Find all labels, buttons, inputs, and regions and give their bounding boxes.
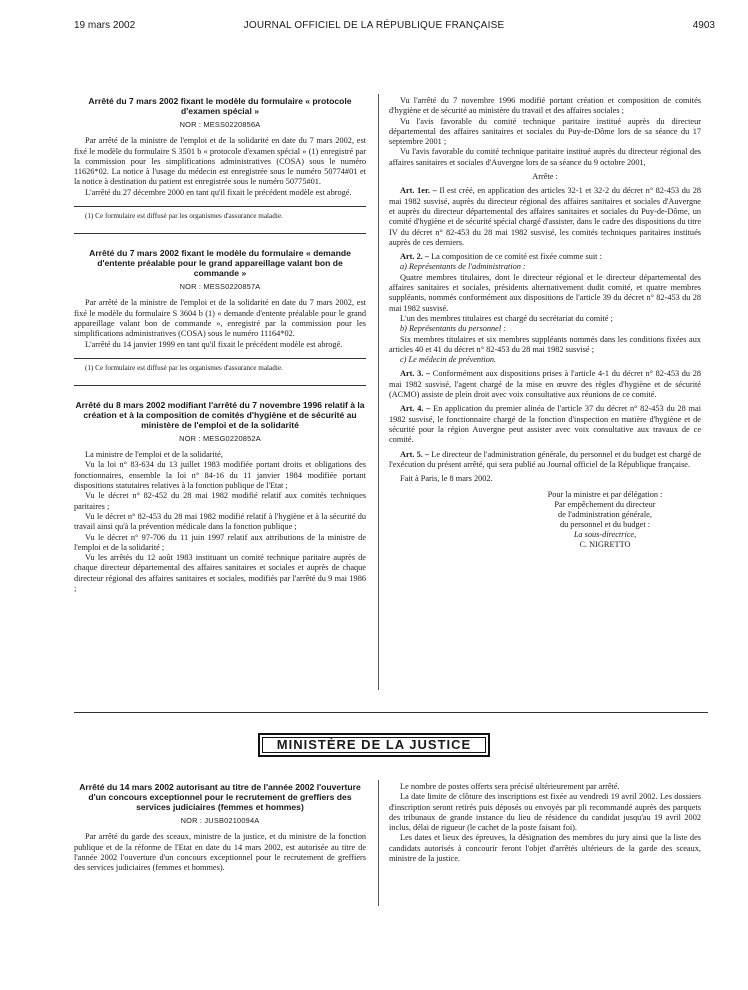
article-separator [74,233,366,234]
article3-art3 [389,369,701,400]
article1-footnote: (1) Ce formulaire est diffusé par les organismes d'assurance maladie. [74,206,366,221]
article3-title: Arrêté du 8 mars 2002 modifiant l'arrêté du 7 novembre 1996 relatif à la création et à la composition de comités d'hygiène et de sécurité au ministère de l'emploi et de la solidarité [75,399,365,430]
ministry-banner [258,733,490,757]
signature-block [509,490,701,550]
article4-paragraph: Le nombre de postes offerts sera précisé ultérieurement par arrêté. [400,782,620,791]
right-column-bottom [389,782,701,864]
column-divider-top [378,94,379,690]
signature-line: du personnel et du budget : [559,520,651,530]
art1-text: Il est créé, en application des articles 32-1 et 32-2 du décret n° 82-453 du 28 mai 1982 susvisé, auprès du directeur régional des affaires sanitaires et sociales d'Auvergne et auprès du directeur départemental des affaires sanitaires et sociales du Puy-de-Dôme, un comité d'hygiène et de sécurité spécial chargé d'assister, dans le cadre des dispositions du titre IV du décret n° 82-453 du 28 mai 1982 susvisé, les comités techniques paritaires institués auprès de ces derniers. [389,186,701,247]
signature-line: Pour la ministre et par délégation : [547,490,663,500]
left-column-top [74,96,366,594]
art2-a-text: Quatre membres titulaires, dont le directeur régional et le directeur départemental des affaires sanitaires et sociales, présidents alternativement dudit comité, et quatre membres suppléants, nommés conformément aux dispositions de l'article 39 du décret n° 82-453 du 28 mai 1982 susvisé. [389,272,701,313]
article2-paragraph: L'arrêté du 14 janvier 1999 en tant qu'il fixait le précédent modèle est abrogé. [85,339,343,349]
header-page-number: 4903 [692,20,715,31]
article1-paragraph: Par arrêté de la ministre de l'emploi et de la solidarité en date du 7 mars 2002, est fixé le modèle du formulaire S 3501 b « protocole d'examen spécial » (1) enregistré par la commission pour les simplifications administratives (COSA) sous le numéro 11626*02. La notice à l'usage du médecin est enregistrée sous le numéro 50774#01 et la notice à destination du patient est enregistrée sous le numéro 50775#01. [74,136,366,187]
article3-visa: Vu l'avis favorable du comité technique paritaire institué auprès du directeur régional des affaires sanitaires et sociales d'Auvergne lors de sa séance du 9 octobre 2001, [389,147,701,167]
column-divider-bottom [378,780,379,906]
signature-line: Par empêchement du directeur [554,500,656,510]
art3-label: Art. 3. – [400,369,431,379]
article3-done: Fait à Paris, le 8 mars 2002. [400,474,493,484]
article3-arrete: Arrête : [532,172,558,182]
left-column-bottom [74,782,366,873]
ministry-title: MINISTÈRE DE LA JUSTICE [276,737,472,752]
header-journal-title: JOURNAL OFFICIEL DE LA RÉPUBLIQUE FRANÇAISE [243,20,505,31]
signature-role: La sous-directrice, [573,530,637,540]
article4-paragraph: Par arrêté du garde des sceaux, ministre de la justice, et du ministre de la fonction publique et de la réforme de l'Etat en date du 14 mars 2002, est autorisée au titre de l'année 2002 l'ouverture d'un concours exceptionnel pour le recrutement de greffiers des services judiciaires (femmes et hommes). [74,832,366,873]
art4-label: Art. 4. – [400,404,431,414]
article4-nor: NOR : JUSB0210094A [180,816,260,825]
article-separator [74,385,366,386]
art2-a-label: a) Représentants de l'administration : [400,262,526,272]
article3-visa: Vu l'arrêté du 7 novembre 1996 modifié portant création et composition de comités d'hygiène et de sécurité au ministère du travail et des affaires sociales ; [389,96,701,116]
art4-text: En application du premier alinéa de l'article 37 du décret n° 82-453 du 28 mai 1982 susvisé, le fonctionnaire chargé de la fonction d'inspection en matière d'hygiène et de sécurité pour la région Auvergne peut assister avec voix consultative aux travaux de ce comité. [389,404,701,445]
art1-label: Art. 1er. – [400,186,437,196]
article3-art1 [389,186,701,248]
signature-name: C. NIGRETTO [579,540,631,550]
article3-art4 [389,404,701,445]
article2-nor: NOR : MESS0220857A [179,282,261,292]
article1-title: Arrêté du 7 mars 2002 fixant le modèle du formulaire « protocole d'examen spécial » [88,96,352,116]
article3-visa: Vu le décret n° 82-452 du 28 mai 1982 modifié relatif aux comités techniques paritaires ; [74,491,366,511]
article2-paragraph: Par arrêté de la ministre de l'emploi et de la solidarité en date du 7 mars 2002, est fixé le modèle du formulaire S 3604 b (1) « demande d'entente préalable pour le grand appareillage valant bon de commande », enregistré par la commission pour les simplifications administratives (COSA) sous le numéro 11164*02. [74,298,366,339]
art2-label: Art. 2. – [400,252,430,262]
article3-nor: NOR : MESG0220852A [179,433,261,443]
article3-visa: Vu les arrêtés du 12 août 1983 instituant un comité technique paritaire auprès de chaque directeur départemental des affaires sanitaires et sociales et auprès de chaque directeur régional des affaires sanitaires et sociales, modifiés par l'arrêté du 9 mai 1986 ; [74,553,366,594]
article3-art2 [389,252,701,262]
article3-visa: Vu l'avis favorable du comité technique paritaire institué auprès du directeur départemental des affaires sanitaires et sociales du Puy-de-Dôme lors de sa séance du 17 septembre 2001 ; [389,116,701,147]
article1-paragraph: L'arrêté du 27 décembre 2000 en tant qu'il fixait le précédent modèle est abrogé. [85,187,352,197]
running-header [0,20,748,34]
article2-title: Arrêté du 7 mars 2002 fixant le modèle du formulaire « demande d'entente préalable pour le grand appareillage valant bon de commande » [89,248,351,279]
article3-art5 [389,450,701,471]
article4-paragraph: La date limite de clôture des inscriptions est fixée au vendredi 19 avril 2002. Les dossiers d'inscription seront retirés puis déposés ou envoyés par pli recommandé auprès des parquets des tribunaux de grande instance du lieu de résidence du candidat jusqu'au 19 avril 2002 inclus, délai de rigueur (le cachet de la poste faisant foi). [389,792,701,833]
art5-label: Art. 5. – [400,449,430,459]
article1-nor: NOR : MESS0220856A [179,120,261,129]
art2-c-label: c) Le médecin de prévention. [400,355,497,365]
article3-visa: Vu la loi n° 83-634 du 13 juillet 1983 modifiée portant droits et obligations des fonctionnaires, ensemble la loi n° 84-16 du 11 janvier 1984 modifiée portant dispositions statutaires relatives à la fonction publique de l'Etat ; [74,460,366,491]
article2-footnote: (1) Ce formulaire est diffusé par les organismes d'assurance maladie. [74,358,366,373]
art2-b-text: Six membres titulaires et six membres suppléants nommés dans les conditions fixées aux articles 40 et 41 du décret n° 82-453 du 28 mai 1982 susvisé ; [389,334,701,354]
signature-line: de l'administration générale, [558,510,652,520]
article4-title: Arrêté du 14 mars 2002 autorisant au titre de l'année 2002 l'ouverture d'un concours exceptionnel pour le recrutement de greffiers des services judiciaires (femmes et hommes) [79,782,361,812]
art5-text: Le directeur de l'administration générale, du personnel et du budget est chargé de l'exécution du présent arrêté, qui sera publié au Journal officiel de la République française. [389,449,702,469]
right-column-top [389,96,701,550]
art3-text: Conformément aux dispositions prises à l'article 4-1 du décret n° 82-453 du 28 mai 1982 susvisé, l'agent chargé de la mise en œuvre des règles d'hygiène et de sécurité (ACMO) assiste de plein droit avec voix consultative aux réunions de ce comité. [389,369,701,400]
article3-visa: La ministre de l'emploi et de la solidarité, [85,450,223,460]
article4-paragraph: Les dates et lieux des épreuves, la désignation des membres du jury ainsi que la liste des candidats autorisés à concourir feront l'objet d'arrêtés ultérieurs de la garde des sceaux, ministre de la justice. [389,833,701,864]
art2-a-text2: L'un des membres titulaires est chargé du secrétariat du comité ; [400,313,613,323]
header-date: 19 mars 2002 [74,20,136,31]
article3-visa: Vu le décret n° 97-706 du 11 juin 1997 relatif aux attributions de la ministre de l'emploi et de la solidarité ; [74,532,366,552]
article3-visa: Vu le décret n° 82-453 du 28 mai 1982 modifié relatif à l'hygiène et à la sécurité du travail ainsi qu'à la prévention médicale dans la fonction publique ; [74,511,366,532]
art2-b-label: b) Représentants du personnel : [400,324,506,334]
section-rule [74,712,708,713]
art2-text: La composition de ce comité est fixée comme suit : [431,252,602,262]
